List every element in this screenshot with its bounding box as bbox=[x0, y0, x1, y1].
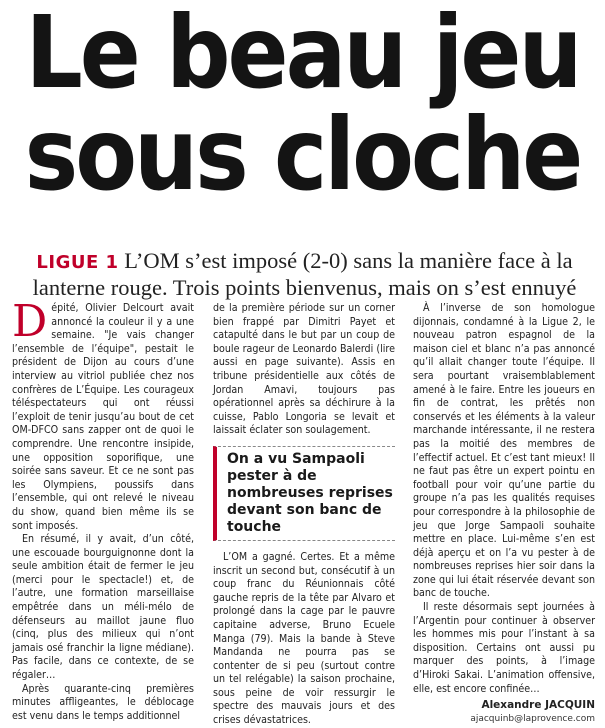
paragraph: L’OM a gagné. Certes. Et a même inscrit un second but, consécutif à un coup franc du Réunionnais côté gauche repris de la tête par Alvaro et prolongé dans la cage par le pauvre capitaine adverse, Bruno Ecuele Manga (79). Mais la bande à Steve Mandanda ne pourra pas se contenter de si peu (surtout contre un tel relégable) la saison prochaine, sous peine de voir ressurgir le spectre des mauvais jours et des crises dévastatrices. bbox=[213, 550, 395, 727]
article-column-3 bbox=[413, 302, 595, 726]
paragraph: de la première période sur un corner bien frappé par Dimitri Payet et catapulté dans le but par un coup de boule rageur de Leonardo Balerdi (lire aussi en page suivante). Assis en tribune présidentielle aux côtés de Jordan Amavi, toujours pas opérationnel après sa déchirure à la cuisse, Pablo Longoria se levait et laissait éclater son soulagement. bbox=[213, 302, 395, 437]
paragraph: À l’inverse de son homologue dijonnais, condamné à la Ligue 2, le nouveau patron espagnol de la maison ciel et blanc n’a pas annoncé qu’il allait changer toute l’équipe. Il sera pourtant vraisemblablement amené à le faire. Entre les joueurs en fin de contrat, les prêtés non conservés et les éléments à la valeur marchande intéressante, il ne restera pas la moitié des membres de l’effectif actuel. Et c’est tant mieux! Il ne faut pas être un expert pointu en football pour voir qu’une partie du groupe n’a pas les qualités requises pour correspondre à la philosophie de jeu que Jorge Sampaoli souhaite mettre en place. Lui-même s’en est déjà aperçu et on l’a vu pester à de nombreuses reprises hier soir dans la zone qui lui était réservée devant son banc de touche. bbox=[413, 302, 595, 600]
standfirst-text: L’OM s’est imposé (2-0) sans la manière face à la lanterne rouge. Trois points bienvenus, mais on s’est ennuyé bbox=[32, 248, 577, 300]
author-signature: Alexandre JACQUIN bbox=[481, 699, 595, 712]
article-column-2 bbox=[213, 302, 395, 728]
paragraph: Après quarante-cinq premières minutes affligeantes, le déblocage est venu dans le temps additionnel bbox=[12, 682, 194, 722]
paragraph: Il reste désormais sept journées à l’Argentin pour continuer à observer les hommes mis pour l’instant à sa disposition. Certains ont aussi pu marquer des points, à l’image d’Hiroki Sakai. L’animation offensive, elle, est encore confinée… bbox=[413, 601, 595, 695]
pull-quote: On a vu Sampaoli pester à de nombreuses reprises devant son banc de touche bbox=[213, 446, 395, 541]
article-column-1 bbox=[12, 296, 194, 723]
paragraph: En résumé, il y avait, d’un côté, une escouade bourguignonne dont la seule ambition était de fermer le jeu (merci pour le spectacle!) et, de l’autre, une formation marseillaise empêtrée dans un méli-mélo de défenseurs au maillot jaune fluo (cinq, plus des milieux qui n’ont jamais osé franchir la ligne médiane). Pas facile, dans ce contexte, de se régaler… bbox=[12, 533, 194, 682]
drop-cap: D bbox=[12, 296, 48, 347]
paragraph bbox=[12, 296, 194, 533]
headline bbox=[0, 0, 605, 213]
headline-line-2: sous cloche bbox=[24, 96, 581, 213]
standfirst bbox=[14, 248, 595, 300]
paragraph-text: épité, Olivier Delcourt avait annoncé la couleur il y a une semaine. "Je vais changer l’ensemble de l’équipe", pestait le président de Dijon au cours d’une interview au vitriol publiée chez nos confrères de L’Équipe. Les courageux téléspectateurs qui ont réussi l’exploit de tenir jusqu’au bout de cet OM-DFCO sans zapper ont de quoi le comprendre. Une rencontre insipide, une opposition soporifique, une soirée sans saveur. Et ce ne sont pas les Olympiens, poussifs dans l’ensemble, qui ont relevé le niveau du show, quand bien même ils se sont imposés. bbox=[12, 302, 194, 532]
headline-line-1: Le beau jeu bbox=[25, 0, 580, 111]
section-label: LIGUE 1 bbox=[36, 252, 119, 273]
author-email: ajacquinb@laprovence.com bbox=[470, 713, 595, 724]
